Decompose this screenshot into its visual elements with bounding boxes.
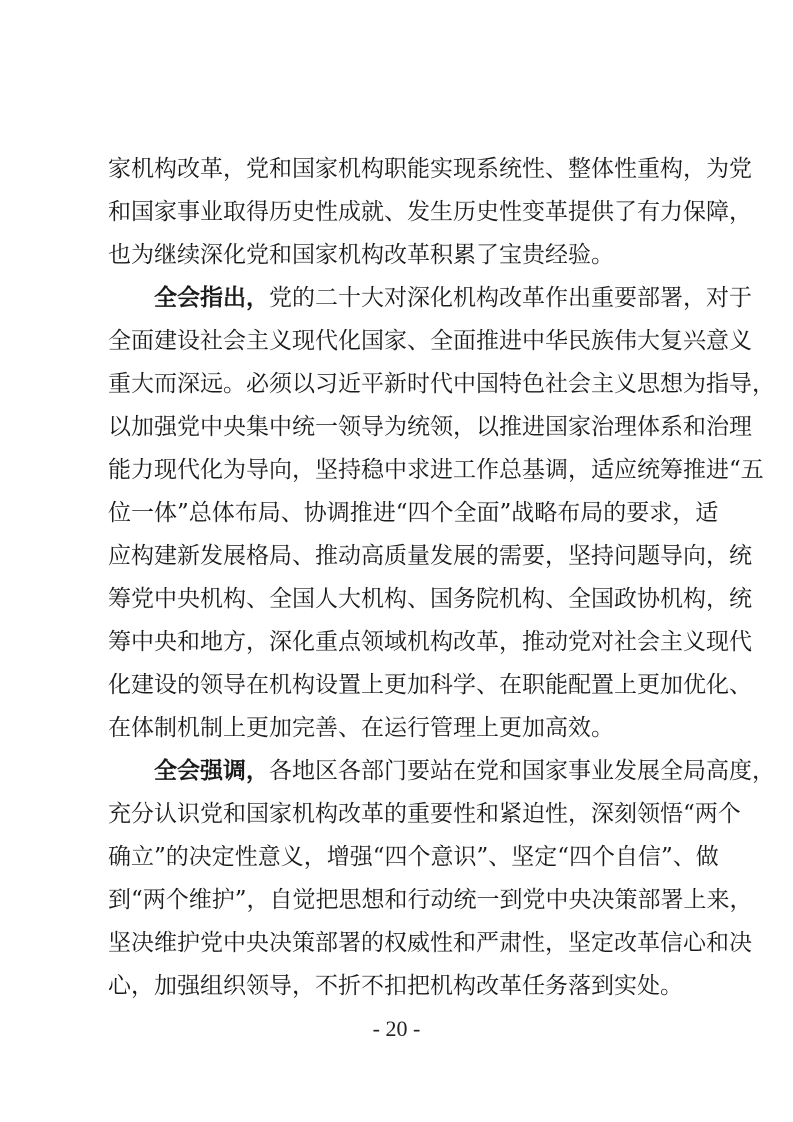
paragraph-2-line-4: 以加强党中央集中统一领导为统领，以推进国家治理体系和治理 [108, 414, 752, 440]
paragraph-2-line-10: 化建设的领导在机构设置上更加科学、在职能配置上更加优化、 [108, 672, 752, 698]
page-number: - 20 - [372, 1016, 421, 1041]
paragraph-2-line-5: 能力现代化为导向，坚持稳中求进工作总基调，适应统筹推进“五 [108, 457, 764, 483]
paragraph-3-line-2: 充分认识党和国家机构改革的重要性和紧迫性，深刻领悟“两个 [108, 801, 741, 827]
paragraph-2-line-1-text: 党的二十大对深化机构改革作出重要部署，对于 [269, 285, 752, 311]
paragraph-2-line-9: 筹中央和地方，深化重点领域机构改革，推动党对社会主义现代 [108, 629, 752, 655]
paragraph-3-lead: 全会强调， [154, 758, 269, 784]
paragraph-1-line-1: 家机构改革，党和国家机构职能实现系统性、整体性重构，为党 [108, 156, 752, 182]
paragraph-2-line-2: 全面建设社会主义现代化国家、全面推进中华民族伟大复兴意义 [108, 328, 752, 354]
paragraph-3-line-1-text: 各地区各部门要站在党和国家事业发展全局高度， [269, 758, 775, 784]
paragraph-2-line-11: 在体制机制上更加完善、在运行管理上更加高效。 [108, 715, 614, 741]
paragraph-1-line-3: 也为继续深化党和国家机构改革积累了宝贵经验。 [108, 242, 614, 268]
paragraph-2-line-1 [154, 283, 752, 313]
paragraph-2-lead: 全会指出， [154, 285, 269, 311]
paragraph-2-line-7: 应构建新发展格局、推动高质量发展的需要，坚持问题导向，统 [108, 543, 752, 569]
paragraph-2-line-3: 重大而深远。必须以习近平新时代中国特色社会主义思想为指导， [108, 371, 775, 397]
paragraph-3-line-3: 确立”的决定性意义，增强“四个意识”、坚定“四个自信”、做 [108, 844, 719, 870]
paragraph-1-line-2: 和国家事业取得历史性成就、发生历史性变革提供了有力保障， [108, 199, 752, 225]
paragraph-2-line-6: 位一体”总体布局、协调推进“四个全面”战略布局的要求，适 [108, 500, 719, 526]
paragraph-3-line-1 [154, 756, 775, 786]
paragraph-3-line-6: 心，加强组织领导，不折不扣把机构改革任务落到实处。 [108, 973, 683, 999]
paragraph-3-line-5: 坚决维护党中央决策部署的权威性和严肃性，坚定改革信心和决 [108, 930, 752, 956]
paragraph-3-line-4: 到“两个维护”，自觉把思想和行动统一到党中央决策部署上来， [108, 887, 753, 913]
paragraph-2-line-8: 筹党中央机构、全国人大机构、国务院机构、全国政协机构，统 [108, 586, 752, 612]
